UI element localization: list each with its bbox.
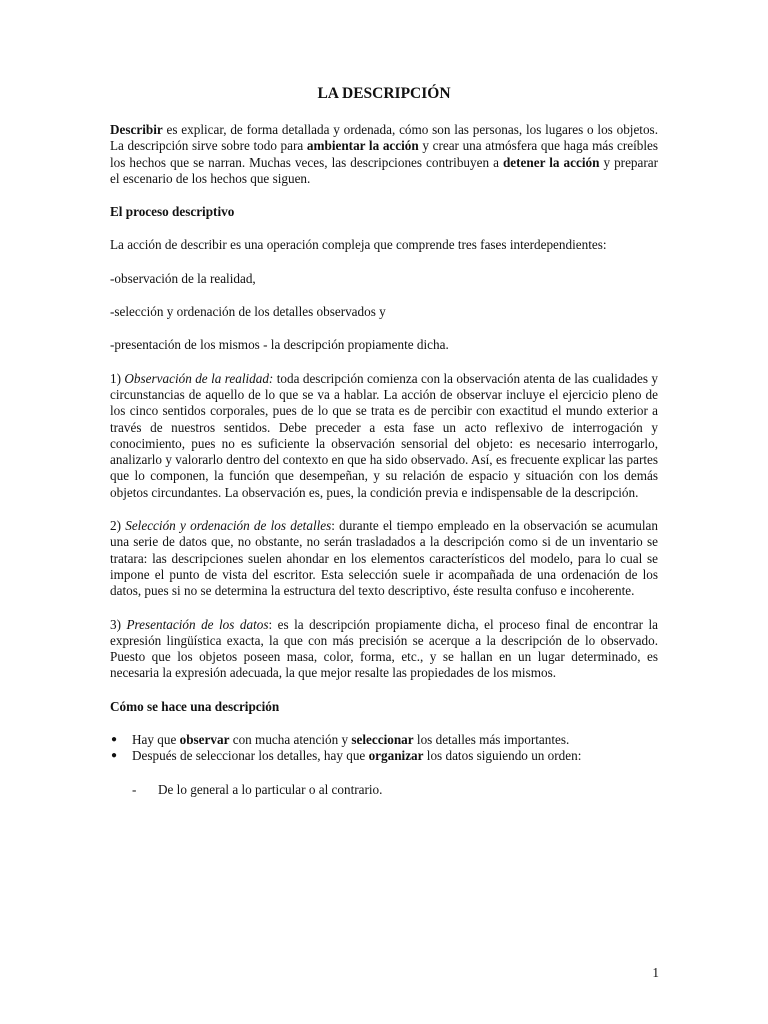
paragraph-subtitle: Presentación de los datos — [126, 616, 269, 632]
intro-paragraph — [110, 122, 658, 187]
bullet-icon: ● — [111, 734, 118, 746]
phase-item-2: -selección y ordenación de los detalles observados y — [110, 304, 386, 320]
bullet-text: Después de seleccionar los detalles, hay que — [132, 748, 369, 764]
intro-text-1: es explicar, de forma detallada y ordenada, cómo son las personas, los lugares o los objetos. La descripción sirve sobre todo para — [110, 122, 658, 154]
intro-bold-3: detener la acción — [502, 154, 600, 170]
section-heading-proceso: El proceso descriptivo — [110, 204, 235, 220]
bullet-item-observar — [110, 732, 658, 748]
paragraph-subtitle: Observación de la realidad: — [124, 370, 274, 386]
proceso-intro: La acción de describir es una operación compleja que comprende tres fases interdependientes: — [110, 237, 607, 253]
intro-bold-2: ambientar la acción — [306, 138, 419, 154]
paragraph-number: 2) — [110, 518, 126, 534]
dash-text: De lo general a lo particular o al contrario. — [158, 781, 383, 797]
bullet-bold: seleccionar — [351, 732, 414, 748]
intro-bold-1: Describir — [110, 122, 163, 137]
paragraph-text: : durante el tiempo empleado en la observación se acumulan una serie de datos que, no obstante, no serán trasladados a la descripción como si de un inventario se tratara: las descripciones suelen ahondar en los elementos característicos del modelo, para lo cual se impone el punto de vista del escritor. Esta selección suele ir acompañada de una ordenación de los datos, pues si no se determina la estructura del texto descriptivo, éste resulta confuso e incoherente. — [110, 518, 658, 599]
dash-icon: - — [132, 781, 137, 797]
intro-text-2: y crear una atmósfera que haga más creíbles los hechos que se narran. Muchas veces, las descripciones contribuyen a — [110, 138, 659, 170]
paragraph-observacion — [110, 371, 658, 501]
paragraph-number: 1) — [110, 370, 125, 386]
bullet-text: Hay que — [132, 732, 180, 748]
page-number: 1 — [652, 965, 659, 980]
document-title: LA DESCRIPCIÓN — [317, 85, 451, 102]
paragraph-presentacion — [110, 617, 658, 682]
bullet-text: los detalles más importantes. — [413, 732, 570, 748]
dash-list — [132, 782, 658, 798]
bullet-icon: ● — [111, 750, 118, 762]
bullet-text: con mucha atención y — [229, 732, 352, 748]
phase-item-3: -presentación de los mismos - la descripción propiamente dicha. — [110, 337, 449, 353]
spacer — [132, 765, 658, 782]
paragraph-text: : es la descripción propiamente dicha, el proceso final de encontrar la expresión lingüística exacta, la que con más precisión se acerque a la descripción de lo observado. Puesto que los objetos poseen masa, color, forma, etc., y se hallan en un lugar determinado, es necesaria la expresión adecuada, la que mejor resalte las propiedades de los mismos. — [110, 616, 658, 681]
bullet-list — [110, 732, 658, 798]
bullet-bold: organizar — [368, 748, 424, 764]
bullet-item-organizar — [110, 748, 658, 798]
paragraph-text: toda descripción comienza con la observación atenta de las cualidades y circunstancias de aquello de lo que se va a hablar. La acción de observar incluye el ejercicio pleno de los cinco sentidos corporales, pues de lo que se trata es de percibir con exactitud el mundo exterior a través de nuestros sentidos. Debe preceder a esta fase un acto reflexivo de interrogación y conocimiento, pues no es suficiente la observación sensorial del objeto: es necesario interrogarlo, analizarlo y valorarlo dentro del contexto en que ha sido observado. Así, es frecuente explicar las partes que lo componen, la función que desempeñan, y su relación de espacio y situación con los demás objetos circundantes. La observación es, pues, la condición previa e indispensable de la descripción. — [110, 370, 658, 500]
paragraph-seleccion — [110, 518, 658, 599]
phase-item-1: -observación de la realidad, — [110, 270, 256, 286]
intro-text-3: y preparar el escenario de los hechos que siguen. — [110, 154, 659, 186]
dash-item-general — [132, 782, 658, 798]
bullet-bold: observar — [179, 732, 230, 748]
paragraph-subtitle: Selección y ordenación de los detalles — [125, 518, 332, 534]
document-body — [110, 84, 658, 815]
paragraph-number: 3) — [110, 616, 127, 632]
bullet-text: los datos siguiendo un orden: — [423, 748, 582, 764]
section-heading-como: Cómo se hace una descripción — [110, 698, 280, 714]
